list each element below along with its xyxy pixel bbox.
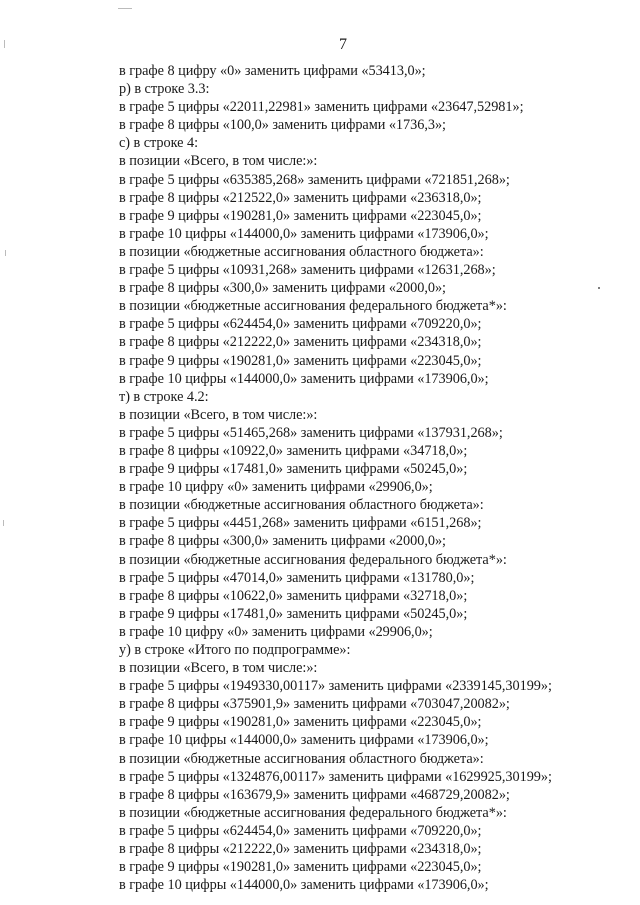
- text-line: в графе 5 цифры «1949330,00117» заменить цифрами «2339145,30199»;: [119, 678, 552, 695]
- text-line: в графе 8 цифры «163679,9» заменить цифрами «468729,20082»;: [119, 786, 510, 803]
- text-line: с) в строке 4:: [119, 135, 199, 152]
- text-line: в графе 9 цифры «190281,0» заменить цифрами «223045,0»;: [119, 352, 482, 369]
- text-line: в графе 10 цифры «144000,0» заменить цифрами «173906,0»;: [119, 877, 489, 894]
- scan-edge-mark: [5, 250, 6, 256]
- text-line: в позиции «Всего, в том числе:»:: [119, 153, 318, 170]
- text-line: в графе 9 цифры «17481,0» заменить цифрами «50245,0»;: [119, 605, 468, 622]
- text-line: в графе 10 цифры «144000,0» заменить цифрами «173906,0»;: [119, 732, 489, 749]
- text-line: в позиции «бюджетные ассигнования федерального бюджета*»:: [119, 551, 507, 568]
- text-line: в позиции «бюджетные ассигнования областного бюджета»:: [119, 497, 484, 514]
- text-line: в графе 8 цифры «300,0» заменить цифрами «2000,0»;: [119, 533, 446, 550]
- text-line: в графе 8 цифры «300,0» заменить цифрами «2000,0»;: [119, 280, 446, 297]
- amendment-list: [119, 62, 634, 894]
- text-line: в графе 5 цифры «635385,268» заменить цифрами «721851,268»;: [119, 171, 510, 188]
- text-line: в графе 8 цифры «100,0» заменить цифрами «1736,3»;: [119, 117, 446, 134]
- text-line: в графе 5 цифры «624454,0» заменить цифрами «709220,0»;: [119, 822, 482, 839]
- page-number: 7: [339, 36, 347, 53]
- scan-edge-mark: [118, 8, 132, 9]
- text-line: т) в строке 4.2:: [119, 388, 209, 405]
- text-line: в графе 5 цифры «47014,0» заменить цифрами «131780,0»;: [119, 569, 475, 586]
- text-line: у) в строке «Итого по подпрограмме»:: [119, 642, 351, 658]
- text-line: в графе 9 цифры «190281,0» заменить цифрами «223045,0»;: [119, 859, 482, 876]
- text-line: в графе 10 цифры «144000,0» заменить цифрами «173906,0»;: [119, 225, 489, 242]
- text-line: в графе 5 цифры «22011,22981» заменить цифрами «23647,52981»;: [119, 99, 524, 116]
- text-line: в графе 9 цифры «190281,0» заменить цифрами «223045,0»;: [119, 714, 482, 731]
- text-line: в графе 8 цифры «375901,9» заменить цифрами «703047,20082»;: [119, 696, 510, 713]
- text-line: в позиции «бюджетные ассигнования федерального бюджета*»:: [119, 298, 507, 315]
- text-line: в графе 10 цифру «0» заменить цифрами «29906,0»;: [119, 479, 433, 496]
- text-line: в графе 9 цифры «190281,0» заменить цифрами «223045,0»;: [119, 207, 482, 224]
- text-line: р) в строке 3.3:: [119, 81, 210, 98]
- text-line: в графе 8 цифры «212222,0» заменить цифрами «234318,0»;: [119, 841, 482, 858]
- text-line: в графе 10 цифры «144000,0» заменить цифрами «173906,0»;: [119, 370, 489, 387]
- text-line: в позиции «бюджетные ассигнования федерального бюджета*»:: [119, 804, 507, 821]
- text-line: в графе 9 цифры «17481,0» заменить цифрами «50245,0»;: [119, 461, 468, 478]
- text-line: в позиции «бюджетные ассигнования областного бюджета»:: [119, 750, 484, 767]
- scan-edge-mark: [3, 520, 4, 526]
- text-line: в графе 5 цифры «51465,268» заменить цифрами «137931,268»;: [119, 424, 503, 441]
- text-line: в графе 5 цифры «624454,0» заменить цифрами «709220,0»;: [119, 316, 482, 333]
- text-line: в графе 5 цифры «10931,268» заменить цифрами «12631,268»;: [119, 262, 496, 279]
- text-line: в графе 5 цифры «1324876,00117» заменить цифрами «1629925,30199»;: [119, 768, 552, 785]
- text-line: в позиции «Всего, в том числе:»:: [119, 660, 318, 677]
- text-line: в графе 8 цифры «10622,0» заменить цифрами «32718,0»;: [119, 587, 468, 604]
- text-line: в графе 8 цифры «10922,0» заменить цифрами «34718,0»;: [119, 442, 468, 459]
- text-line: в графе 8 цифры «212522,0» заменить цифрами «236318,0»;: [119, 189, 482, 206]
- text-line: в графе 5 цифры «4451,268» заменить цифрами «6151,268»;: [119, 515, 482, 532]
- text-line: в графе 8 цифры «212222,0» заменить цифрами «234318,0»;: [119, 334, 482, 351]
- text-line: в графе 10 цифру «0» заменить цифрами «29906,0»;: [119, 623, 433, 640]
- text-line: в позиции «бюджетные ассигнования областного бюджета»:: [119, 243, 484, 260]
- text-line: в позиции «Всего, в том числе:»:: [119, 406, 318, 423]
- text-line: в графе 8 цифру «0» заменить цифрами «53413,0»;: [119, 63, 426, 79]
